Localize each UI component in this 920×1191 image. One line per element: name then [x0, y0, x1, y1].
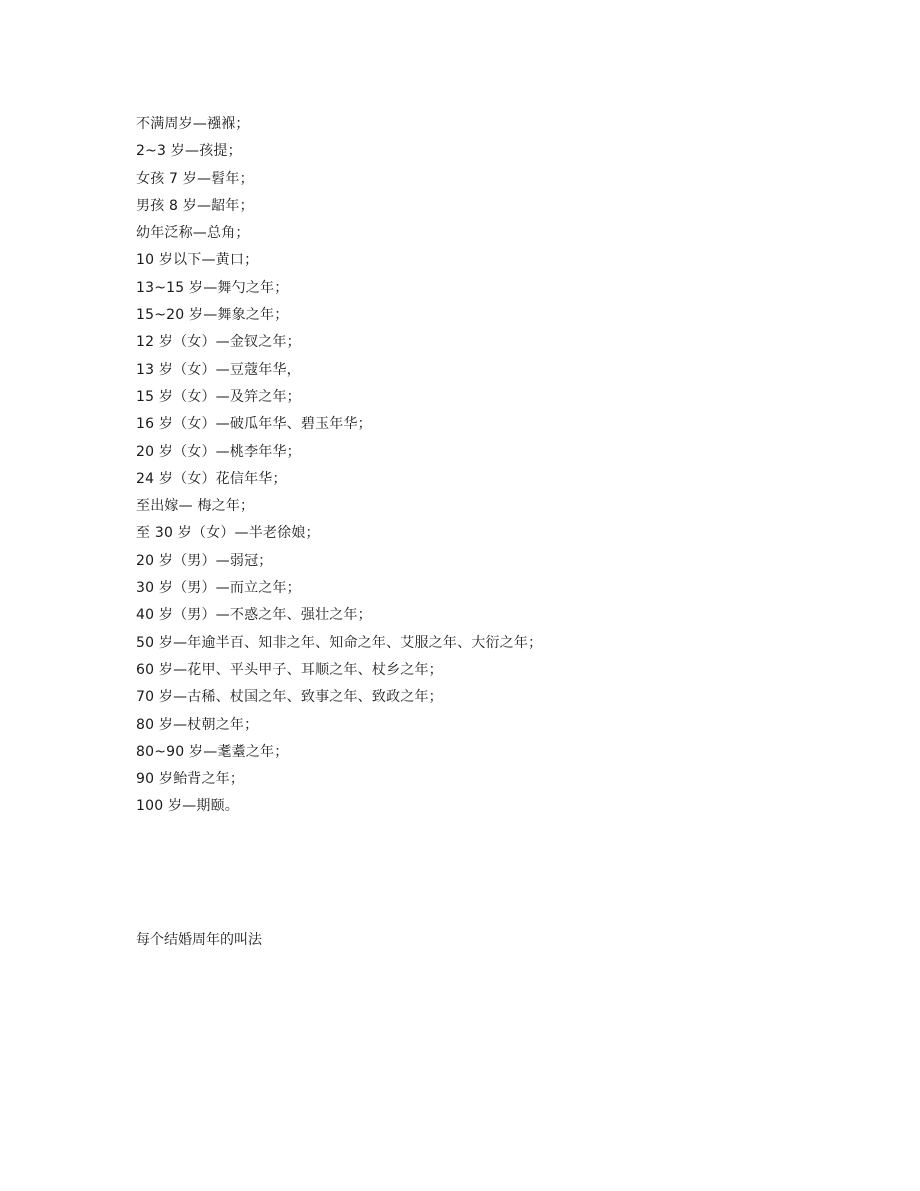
- list-item: 90 岁鲐背之年；: [136, 771, 245, 788]
- list-item: 40 岁（男）—不惑之年、强壮之年；: [136, 607, 372, 624]
- list-item: 至出嫁— 梅之年；: [136, 498, 255, 515]
- list-item: 2~3 岁—孩提；: [136, 143, 242, 160]
- list-item: 80 岁—杖朝之年；: [136, 716, 259, 733]
- list-item: 100 岁—期颐。: [136, 798, 239, 815]
- list-item: 13 岁（女）—豆蔻年华，: [136, 361, 301, 378]
- list-item: 70 岁—古稀、杖国之年、致事之年、致政之年；: [136, 689, 443, 706]
- list-item: 80~90 岁—耄耋之年；: [136, 743, 289, 760]
- list-item: 15 岁（女）—及笄之年；: [136, 388, 301, 405]
- section-heading: 每个结婚周年的叫法: [136, 932, 262, 948]
- list-item: 10 岁以下—黄口；: [136, 252, 259, 269]
- list-item: 女孩 7 岁—髫年；: [136, 170, 254, 187]
- list-item: 20 岁（女）—桃李年华；: [136, 443, 301, 460]
- list-item: 12 岁（女）—金钗之年；: [136, 334, 301, 351]
- list-item: 13~15 岁—舞勺之年；: [136, 279, 289, 296]
- age-terms-list: [136, 111, 542, 821]
- list-item: 男孩 8 岁—龆年；: [136, 197, 254, 214]
- list-item: 24 岁（女）花信年华；: [136, 470, 287, 487]
- list-item: 幼年泛称—总角；: [136, 225, 250, 242]
- list-item: 不满周岁—襁褓；: [136, 116, 250, 132]
- list-item: 30 岁（男）—而立之年；: [136, 580, 301, 597]
- list-item: 60 岁—花甲、平头甲子、耳顺之年、杖乡之年；: [136, 661, 443, 678]
- list-item: 50 岁—年逾半百、知非之年、知命之年、艾服之年、大衍之年；: [136, 634, 543, 651]
- list-item: 15~20 岁—舞象之年；: [136, 307, 289, 324]
- list-item: 至 30 岁（女）—半老徐娘；: [136, 525, 320, 542]
- list-item: 20 岁（男）—弱冠；: [136, 552, 273, 569]
- list-item: 16 岁（女）—破瓜年华、碧玉年华；: [136, 416, 372, 433]
